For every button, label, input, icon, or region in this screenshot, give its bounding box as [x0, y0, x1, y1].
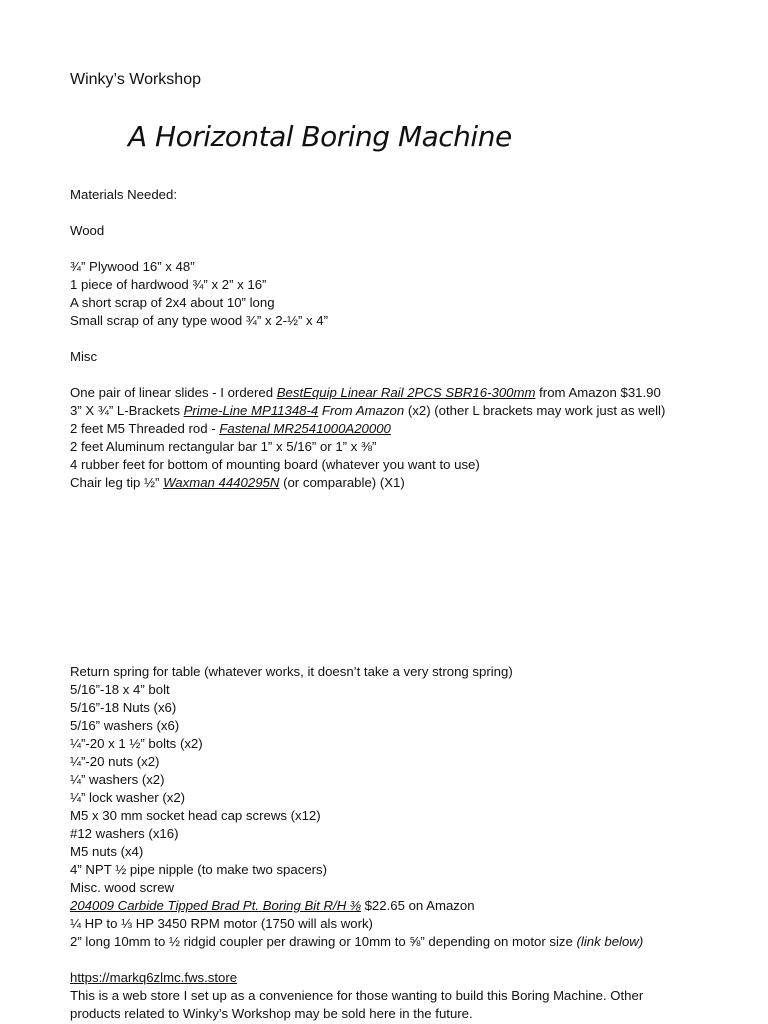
hardware-item: ¼” washers (x2) — [70, 772, 165, 787]
hardware-item: Misc. wood screw — [70, 880, 175, 895]
hardware-item: ¼”-20 nuts (x2) — [70, 754, 160, 769]
misc-item-chair-tip — [70, 474, 405, 492]
hardware-item: 4” NPT ½ pipe nipple (to make two spacers) — [70, 862, 328, 877]
page-title: A Horizontal Boring Machine — [128, 120, 512, 153]
l-bracket-link[interactable]: Prime-Line MP11348-4 — [183, 403, 319, 418]
store-description: products related to Winky’s Workshop may be sold here in the future. — [70, 1006, 473, 1021]
boring-bit-link[interactable]: 204009 Carbide Tipped Brad Pt. Boring Bit R/H ⅜ — [70, 898, 361, 913]
store-link[interactable]: https://markq6zlmc.fws.store — [70, 970, 238, 985]
hardware-item: ¼”-20 x 1 ½” bolts (x2) — [70, 736, 203, 751]
wood-heading: Wood — [70, 223, 105, 238]
hardware-item: Return spring for table (whatever works, it doesn’t take a very strong spring) — [70, 664, 513, 679]
hardware-item: 5/16”-18 Nuts (x6) — [70, 700, 177, 715]
coupler-note: (link below) — [576, 934, 644, 949]
hardware-item: M5 nuts (x4) — [70, 844, 144, 859]
misc-item-text: 3” X ¾” L-Brackets — [70, 403, 184, 418]
motor-item: ¼ HP to ⅓ HP 3450 RPM motor (1750 will als work) — [70, 916, 373, 931]
workshop-name: Winky’s Workshop — [70, 71, 201, 88]
misc-item-bar: 2 feet Aluminum rectangular bar 1” x 5/16” or 1” x ⅜” — [70, 439, 377, 454]
hardware-item: 5/16” washers (x6) — [70, 718, 180, 733]
wood-item: A short scrap of 2x4 about 10” long — [70, 295, 275, 310]
threaded-rod-link[interactable]: Fastenal MR2541000A20000 — [219, 421, 391, 436]
materials-heading: Materials Needed: — [70, 187, 178, 202]
coupler-text: 2” long 10mm to ½ ridgid coupler per drawing or 10mm to ⅝” depending on motor size — [70, 934, 577, 949]
boring-bit-item — [70, 897, 475, 915]
misc-item-feet: 4 rubber feet for bottom of mounting board (whatever you want to use) — [70, 457, 480, 472]
misc-item-text: from Amazon $31.90 — [535, 385, 661, 400]
misc-item-text: 2 feet M5 Threaded rod - — [70, 421, 220, 436]
misc-item-brackets — [70, 402, 665, 420]
misc-heading: Misc — [70, 349, 98, 364]
linear-rail-link[interactable]: BestEquip Linear Rail 2PCS SBR16-300mm — [276, 385, 536, 400]
misc-item-text: Chair leg tip ½” — [70, 475, 164, 490]
store-item — [70, 969, 237, 987]
misc-item-text: (or comparable) (X1) — [279, 475, 405, 490]
wood-item: ¾” Plywood 16” x 48” — [70, 259, 195, 274]
store-description: This is a web store I set up as a convenience for those wanting to build this Boring Machine. Other — [70, 988, 644, 1003]
misc-item-text: (x2) (other L brackets may work just as well) — [404, 403, 666, 418]
coupler-item — [70, 933, 643, 951]
misc-item-slides — [70, 384, 661, 402]
misc-item-rod — [70, 420, 391, 438]
hardware-item: 5/16”-18 x 4” bolt — [70, 682, 170, 697]
chair-tip-link[interactable]: Waxman 4440295N — [163, 475, 280, 490]
misc-item-text: From Amazon — [318, 403, 405, 418]
wood-item: 1 piece of hardwood ¾” x 2” x 16” — [70, 277, 267, 292]
hardware-item: #12 washers (x16) — [70, 826, 179, 841]
boring-bit-price: $22.65 on Amazon — [360, 898, 475, 913]
hardware-item: M5 x 30 mm socket head cap screws (x12) — [70, 808, 321, 823]
misc-item-text: One pair of linear slides - I ordered — [70, 385, 277, 400]
wood-item: Small scrap of any type wood ¾” x 2-½” x 4” — [70, 313, 328, 328]
hardware-item: ¼” lock washer (x2) — [70, 790, 186, 805]
